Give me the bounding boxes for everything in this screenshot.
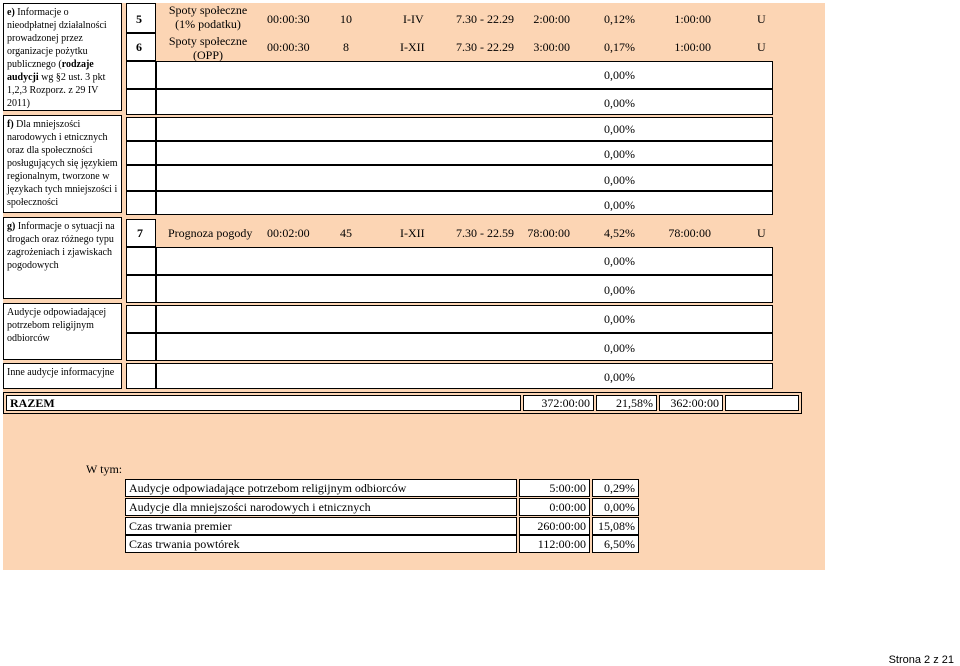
no-cell [126, 141, 156, 165]
row-premiere: 78:00:00 [668, 226, 711, 240]
row-number: 7 [137, 226, 143, 240]
row-hours: 7.30 - 22.29 [456, 40, 514, 54]
row-percent-empty: 0,00% [604, 122, 635, 136]
row-count: 10 [340, 12, 352, 26]
page-number: Strona 2 z 21 [888, 654, 954, 666]
total-percent: 21,58% [596, 395, 657, 411]
category-other-info: Inne audycje informacyjne [3, 363, 122, 389]
row-percent-empty: 0,00% [604, 173, 635, 187]
row-percent-empty: 0,00% [604, 198, 635, 212]
row-type: U [757, 226, 766, 240]
row-type: U [757, 40, 766, 54]
total-row [3, 392, 802, 414]
row-cell [156, 305, 773, 333]
no-cell [126, 89, 156, 115]
row-cell [156, 141, 773, 165]
row-program-name: Prognoza pogody [168, 226, 253, 240]
row-number: 5 [136, 12, 142, 26]
row-percent-empty: 0,00% [604, 68, 635, 82]
row-premiere: 1:00:00 [674, 12, 711, 26]
row-months: I-IV [403, 12, 424, 26]
total-empty [725, 395, 799, 411]
row-percent-empty: 0,00% [604, 147, 635, 161]
no-cell [126, 305, 156, 333]
summary-label: Audycje odpowiadające potrzebom religijnym odbiorców [125, 479, 517, 497]
summary-percent: 0,29% [592, 479, 639, 497]
total-premiere: 362:00:00 [659, 395, 723, 411]
row-total: 78:00:00 [527, 226, 570, 240]
row-duration: 00:00:30 [267, 40, 310, 54]
summary-time: 260:00:00 [519, 517, 590, 535]
row-type: U [757, 12, 766, 26]
category-g: g) Informacje o sytuacji na drogach oraz różnego typu zagrożeniach i zjawiskach pogodowych [3, 217, 122, 299]
row-duration: 00:02:00 [267, 226, 310, 240]
row-months: I-XII [400, 40, 425, 54]
row-premiere: 1:00:00 [674, 40, 711, 54]
row-duration: 00:00:30 [267, 12, 310, 26]
row-percent-empty: 0,00% [604, 96, 635, 110]
row-percent: 0,17% [604, 40, 635, 54]
no-cell [126, 165, 156, 191]
row-total: 3:00:00 [533, 40, 570, 54]
no-cell [126, 61, 156, 89]
no-cell [126, 363, 156, 389]
no-cell [126, 191, 156, 215]
no-cell [126, 333, 156, 361]
row-cell [156, 247, 773, 275]
row-percent-empty: 0,00% [604, 312, 635, 326]
row-cell [156, 333, 773, 361]
total-label: RAZEM [6, 395, 521, 411]
row-cell [156, 117, 773, 141]
summary-time: 112:00:00 [519, 535, 590, 553]
row-cell [156, 89, 773, 115]
row-hours: 7.30 - 22.59 [456, 226, 514, 240]
summary-time: 0:00:00 [519, 498, 590, 516]
no-cell [126, 275, 156, 303]
row-hours: 7.30 - 22.29 [456, 12, 514, 26]
no-cell [126, 247, 156, 275]
row-percent: 0,12% [604, 12, 635, 26]
row-percent-empty: 0,00% [604, 254, 635, 268]
w-tym-label: W tym: [86, 462, 123, 476]
summary-label: Czas trwania premier [125, 517, 517, 535]
row-number: 6 [136, 40, 142, 54]
summary-label: Czas trwania powtórek [125, 535, 517, 553]
row-count: 45 [340, 226, 352, 240]
row-cell [156, 363, 773, 389]
summary-percent: 15,08% [592, 517, 639, 535]
row-percent-empty: 0,00% [604, 370, 635, 384]
row-months: I-XII [400, 226, 425, 240]
no-cell [126, 117, 156, 141]
summary-percent: 0,00% [592, 498, 639, 516]
row-program-name: Spoty społeczne (OPP) [168, 34, 248, 62]
row-total: 2:00:00 [533, 12, 570, 26]
row-percent-empty: 0,00% [604, 341, 635, 355]
row-cell [156, 165, 773, 191]
summary-time: 5:00:00 [519, 479, 590, 497]
row-program-name: Spoty społeczne (1% podatku) [168, 3, 248, 31]
category-religious: Audycje odpowiadającej potrzebom religijnym odbiorców [3, 303, 122, 360]
total-time: 372:00:00 [523, 395, 594, 411]
row-count: 8 [343, 40, 349, 54]
row-percent: 4,52% [604, 226, 635, 240]
row-cell [156, 191, 773, 215]
summary-percent: 6,50% [592, 535, 639, 553]
summary-label: Audycje dla mniejszości narodowych i etnicznych [125, 498, 517, 516]
row-cell [156, 275, 773, 303]
row-percent-empty: 0,00% [604, 283, 635, 297]
row-cell [156, 61, 773, 89]
category-e: e) Informacje o nieodpłatnej działalności prowadzonej przez organizacje pożytku publicznego (rodzaje audycji wg §2 ust. 3 pkt 1,2,3 Rozporz. z 29 IV 2011) [3, 3, 122, 111]
category-f: f) Dla mniejszości narodowych i etnicznych oraz dla społeczności posługujących się językiem regionalnym, tworzone w językach tych mniejszości i społeczności [3, 115, 122, 213]
